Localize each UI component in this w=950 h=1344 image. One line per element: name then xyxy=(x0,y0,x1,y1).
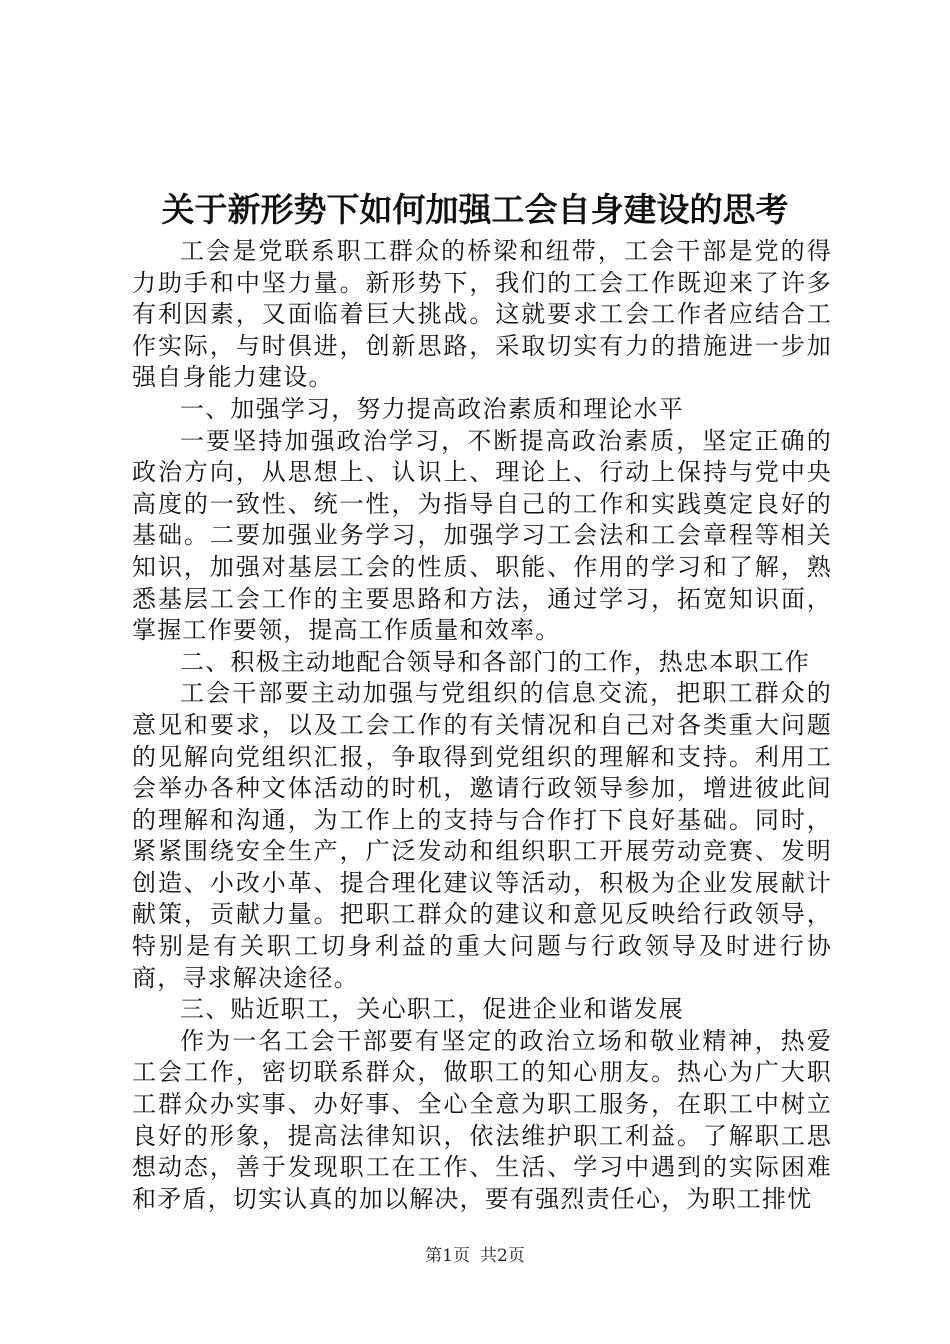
paragraph-section-2: 工会干部要主动加强与党组织的信息交流，把职工群众的意见和要求，以及工会工作的有关情况和自己对各类重大问题的见解向党组织汇报，争取得到党组织的理解和支持。利用工会举办各种文体活动的时机，邀请行政领导参加，增进彼此间的理解和沟通，为工作上的支持与合作打下良好基础。同时，紧紧围绕安全生产，广泛发动和组织职工开展劳动竞赛、发明创造、小改小革、提合理化建议等活动，积极为企业发展献计献策，贡献力量。把职工群众的建议和意见反映给行政领导，特别是有关职工切身利益的重大问题与行政领导及时进行协商，寻求解决途径。 xyxy=(132,679,832,992)
paragraph-section-3: 作为一名工会干部要有坚定的政治立场和敬业精神，热爱工会工作，密切联系群众，做职工的知心朋友。热心为广大职工群众办实事、办好事、全心全意为职工服务，在职工中树立良好的形象，提高法律知识，依法维护职工利益。了解职工思想动态，善于发现职工在工作、生活、学习中遇到的实际困难和矛盾，切实认真的加以解决，要有强烈责任心，为职工排忧 xyxy=(132,1026,832,1213)
paragraph-intro: 工会是党联系职工群众的桥梁和纽带，工会干部是党的得力助手和中坚力量。新形势下，我们的工会工作既迎来了许多有利因素，又面临着巨大挑战。这就要求工会工作者应结合工作实际，与时俱进，创新思路，采取切实有力的措施进一步加强自身能力建设。 xyxy=(132,237,832,392)
section-heading-3: 三、贴近职工，关心职工，促进企业和谐发展 xyxy=(180,995,684,1024)
page-number-current: 第1页 xyxy=(425,1246,470,1266)
paragraph-section-1: 一要坚持加强政治学习，不断提高政治素质，坚定正确的政治方向，从思想上、认识上、理论上、行动上保持与党中央高度的一致性、统一性，为指导自己的工作和实践奠定良好的基础。二要加强业务学习，加强学习工会法和工会章程等相关知识，加强对基层工会的性质、职能、作用的学习和了解，熟悉基层工会工作的主要思路和方法，通过学习，拓宽知识面，掌握工作要领，提高工作质量和效率。 xyxy=(132,426,832,645)
document-body xyxy=(132,236,832,1215)
page-footer xyxy=(0,1244,950,1268)
section-heading-1: 一、加强学习，努力提高政治素质和理论水平 xyxy=(180,394,684,423)
section-heading-2: 二、积极主动地配合领导和各部门的工作，热忠本职工作 xyxy=(180,647,810,676)
page-number-total: 共2页 xyxy=(480,1246,525,1266)
document-title: 关于新形势下如何加强工会自身建设的思考 xyxy=(161,190,789,229)
